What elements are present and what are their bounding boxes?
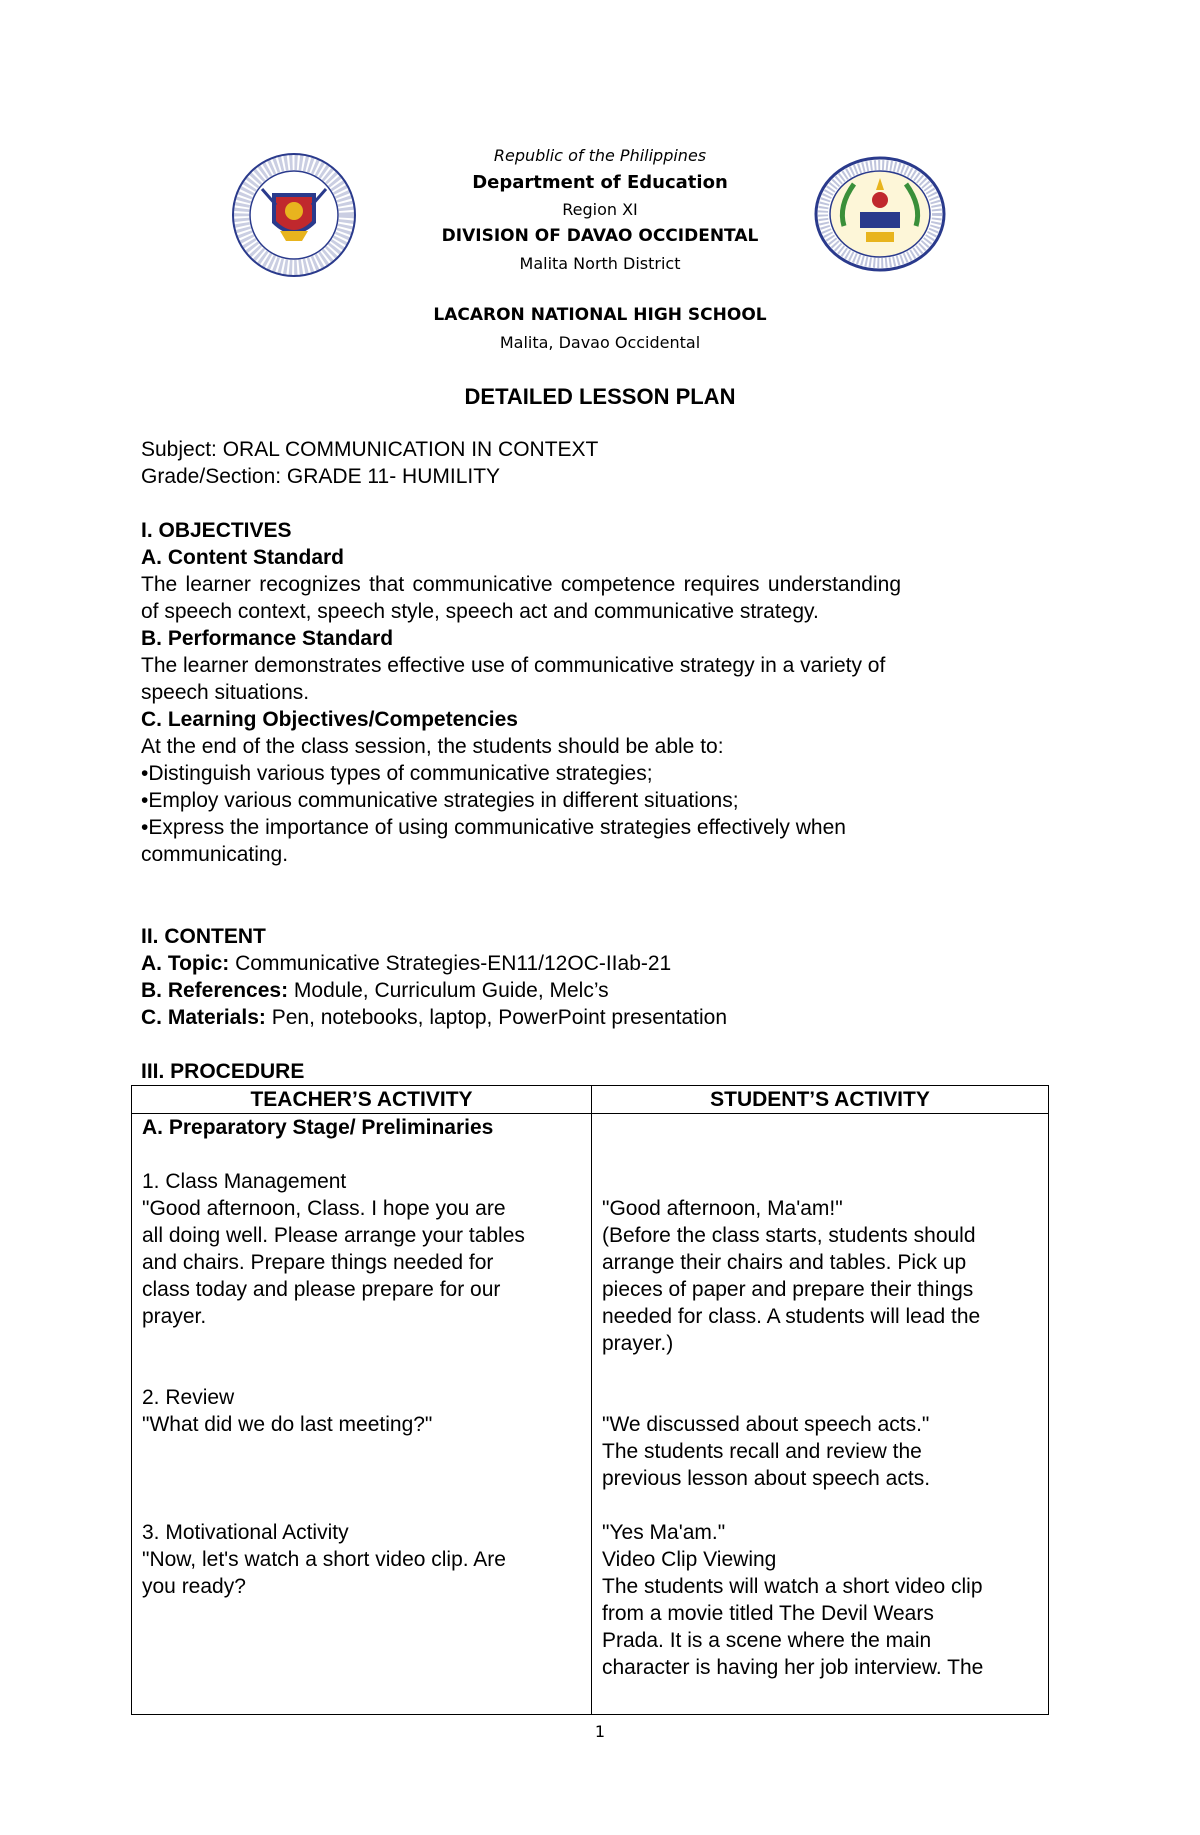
school-name: LACARON NATIONAL HIGH SCHOOL: [433, 305, 767, 325]
objectives-heading: I. OBJECTIVES: [141, 519, 292, 542]
procedure-table: [131, 1085, 1049, 1715]
objective-bullet: •Express the importance of using communicative strategies effectively when communicating.: [141, 816, 846, 866]
review-title: 2. Review: [142, 1386, 235, 1409]
references-label: B. References:: [141, 979, 289, 1002]
performance-standard-heading: B. Performance Standard: [141, 627, 394, 650]
student-line: arrange their chairs and tables. Pick up: [602, 1251, 967, 1274]
student-line: The students will watch a short video clip: [602, 1575, 983, 1598]
topic-value: Communicative Strategies-EN11/12OC-IIab-21: [229, 952, 672, 975]
student-line: character is having her job interview. The: [602, 1656, 984, 1679]
topic-label: A. Topic:: [141, 952, 230, 975]
references-line: [141, 977, 901, 1004]
topic-line: [141, 950, 901, 977]
stage-heading: A. Preparatory Stage/ Preliminaries: [142, 1116, 494, 1139]
student-line: previous lesson about speech acts.: [602, 1467, 931, 1490]
teacher-activity-cell: [132, 1114, 592, 1715]
student-line: from a movie titled The Devil Wears: [602, 1602, 934, 1625]
materials-label: C. Materials:: [141, 1006, 266, 1029]
procedure-heading: III. PROCEDURE: [141, 1060, 305, 1083]
page-title: DETAILED LESSON PLAN: [464, 384, 736, 409]
teacher-line: "Now, let's watch a short video clip. Are: [142, 1548, 506, 1571]
teacher-line: all doing well. Please arrange your tables: [142, 1224, 525, 1247]
student-column-header: STUDENT’S ACTIVITY: [592, 1086, 1049, 1114]
content-standard-heading: A. Content Standard: [141, 546, 344, 569]
teacher-line: "Good afternoon, Class. I hope you are: [142, 1197, 506, 1220]
school-address: Malita, Davao Occidental: [499, 333, 701, 352]
teacher-column-header: TEACHER’S ACTIVITY: [132, 1086, 592, 1114]
republic-line: Republic of the Philippines: [493, 146, 707, 165]
document-header: [0, 142, 1200, 356]
division-line: DIVISION OF DAVAO OCCIDENTAL: [441, 226, 759, 246]
teacher-line: you ready?: [142, 1575, 246, 1598]
materials-value: Pen, notebooks, laptop, PowerPoint presentation: [265, 1006, 728, 1029]
content-standard-text: The learner recognizes that communicative competence requires understanding of speech context, speech style, speech act and communicative strategy.: [141, 573, 901, 623]
learning-objectives-intro: At the end of the class session, the students should be able to:: [141, 735, 724, 758]
student-line: needed for class. A students will lead the: [602, 1305, 981, 1328]
student-line: Video Clip Viewing: [602, 1548, 777, 1571]
student-greeting: "Good afternoon, Ma'am!": [602, 1197, 843, 1220]
review-question: "What did we do last meeting?": [142, 1413, 433, 1436]
grade-section-line: Grade/Section: GRADE 11- HUMILITY: [141, 465, 501, 488]
review-answer: "We discussed about speech acts.": [602, 1413, 930, 1436]
district-line: Malita North District: [519, 254, 681, 273]
student-line: pieces of paper and prepare their things: [602, 1278, 974, 1301]
procedure-heading-wrap: [141, 1058, 901, 1085]
objective-bullet: •Distinguish various types of communicative strategies;: [141, 762, 653, 785]
objective-bullet: •Employ various communicative strategies in different situations;: [141, 789, 739, 812]
class-management-title: 1. Class Management: [142, 1170, 347, 1193]
teacher-line: and chairs. Prepare things needed for: [142, 1251, 494, 1274]
subject-line: Subject: ORAL COMMUNICATION IN CONTEXT: [141, 438, 599, 461]
page-number: 1: [594, 1722, 606, 1741]
content-section: [141, 923, 901, 1031]
region-line: Region XI: [562, 200, 638, 219]
department-line: Department of Education: [472, 172, 728, 193]
performance-standard-text: The learner demonstrates effective use of communicative strategy in a variety of speech situations.: [141, 654, 886, 704]
lesson-info: [141, 436, 901, 490]
student-activity-cell: [592, 1114, 1049, 1715]
motivation-answer: "Yes Ma'am.": [602, 1521, 726, 1544]
references-value: Module, Curriculum Guide, Melc’s: [288, 979, 609, 1002]
materials-line: [141, 1004, 901, 1031]
learning-objectives-heading: C. Learning Objectives/Competencies: [141, 708, 518, 731]
teacher-line: prayer.: [142, 1305, 207, 1328]
student-line: (Before the class starts, students should: [602, 1224, 976, 1247]
student-line: Prada. It is a scene where the main: [602, 1629, 932, 1652]
student-line: The students recall and review the: [602, 1440, 922, 1463]
teacher-line: class today and please prepare for our: [142, 1278, 501, 1301]
motivation-title: 3. Motivational Activity: [142, 1521, 349, 1544]
student-line: prayer.): [602, 1332, 674, 1355]
content-heading: II. CONTENT: [141, 925, 266, 948]
objectives-section: [141, 517, 901, 868]
